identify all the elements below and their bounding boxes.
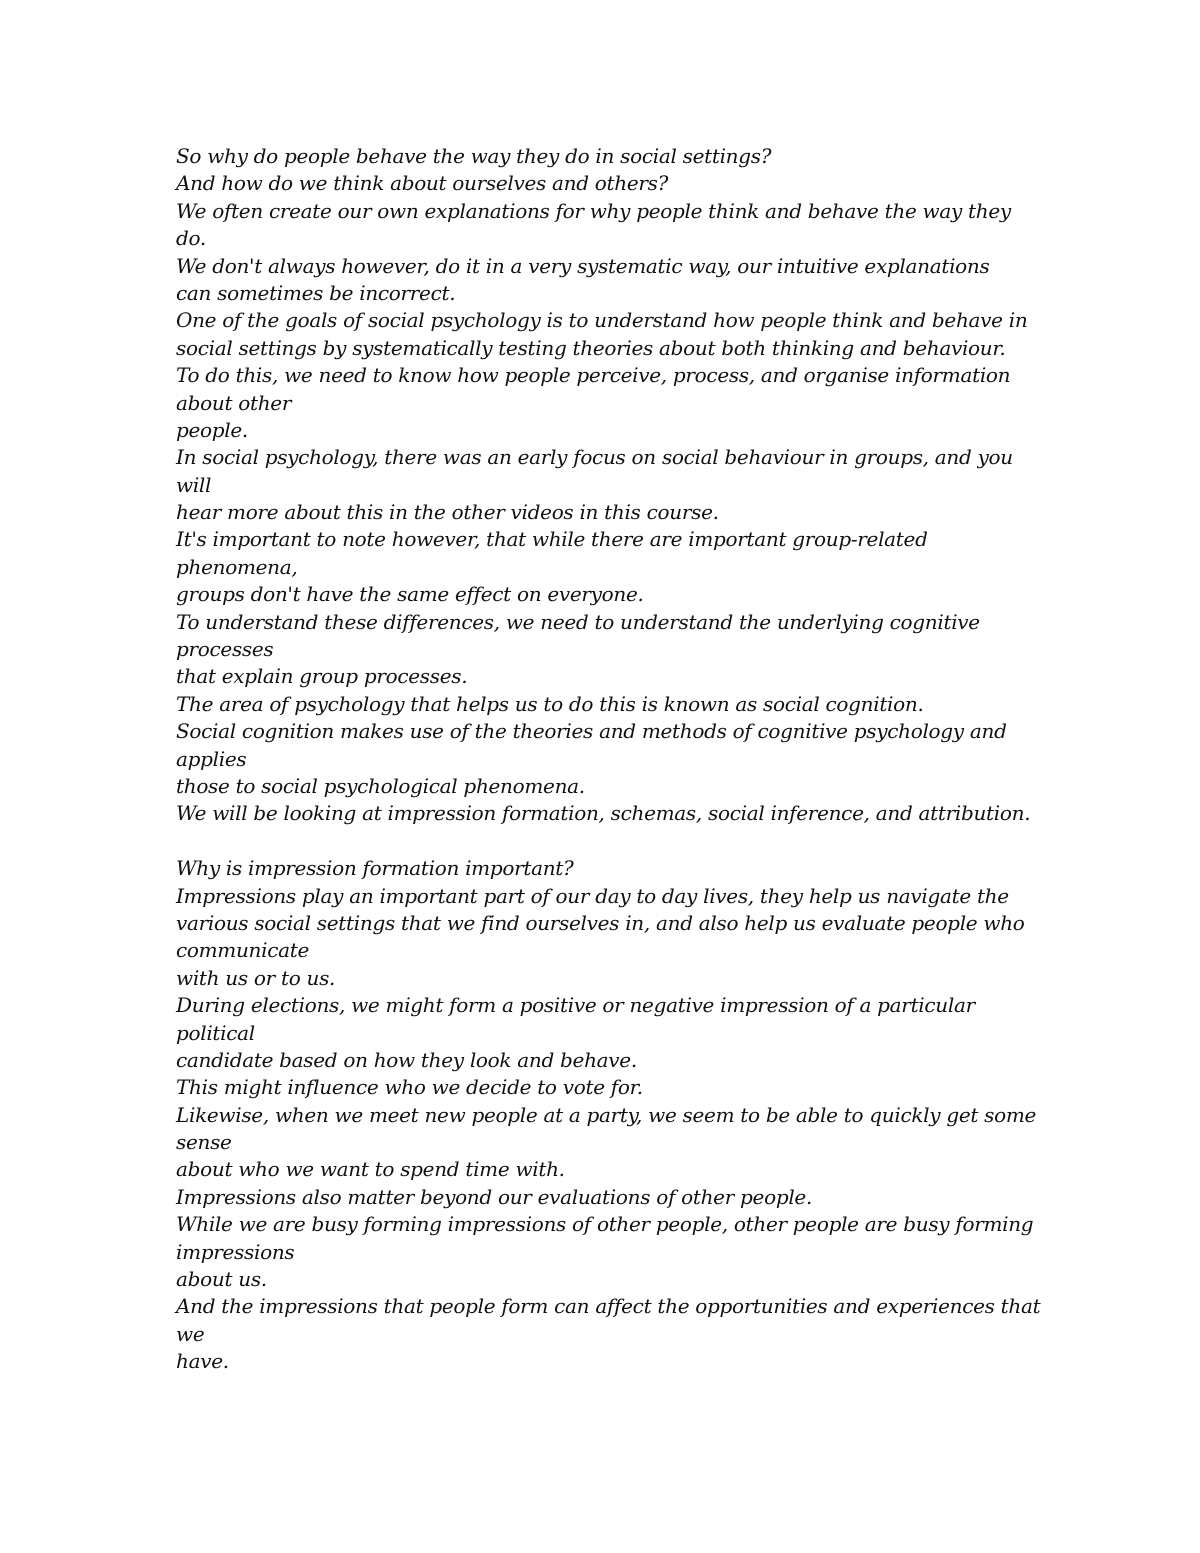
text-line: about other: [176, 390, 292, 415]
text-line: groups don't have the same effect on everyone.: [176, 582, 644, 607]
text-line: To do this, we need to know how people perceive, process, and organise information: [176, 363, 1011, 388]
text-line: impressions: [176, 1239, 295, 1264]
text-line: will: [176, 472, 212, 497]
transcript-text: [176, 143, 1041, 1376]
text-line: that explain group processes.: [176, 664, 468, 689]
text-line: This might influence who we decide to vote for.: [176, 1075, 643, 1100]
text-line: various social settings that we find ourselves in, and also help us evaluate people who: [176, 910, 1025, 935]
text-line: Impressions also matter beyond our evaluations of other people.: [176, 1184, 813, 1209]
text-line: sense: [176, 1130, 232, 1155]
text-line: social settings by systematically testing theories about both thinking and behaviour.: [176, 335, 1006, 360]
text-line: We will be looking at impression formation, schemas, social inference, and attribution.: [176, 801, 1031, 826]
section-heading-line: Why is impression formation important?: [176, 856, 574, 881]
text-line: So why do people behave the way they do in social settings?: [176, 144, 772, 168]
text-line: Likewise, when we meet new people at a party, we seem to be able to quickly get some: [176, 1102, 1037, 1127]
text-line: We often create our own explanations for why people think and behave the way they: [176, 198, 1011, 223]
text-line: Impressions play an important part of our day to day lives, they help us navigate the: [176, 883, 1009, 908]
text-line: hear more about this in the other videos in this course.: [176, 500, 719, 525]
text-line: It's important to note however, that while there are important group-related: [176, 527, 928, 552]
text-line: And the impressions that people form can affect the opportunities and experiences that: [176, 1294, 1041, 1319]
text-line: In social psychology, there was an early focus on social behaviour in groups, and you: [176, 445, 1013, 470]
text-line: do.: [176, 226, 206, 251]
text-line: While we are busy forming impressions of other people, other people are busy forming: [176, 1212, 1034, 1237]
text-line: One of the goals of social psychology is to understand how people think and behave in: [176, 308, 1028, 333]
text-line: political: [176, 1020, 255, 1045]
text-line: During elections, we might form a positive or negative impression of a particular: [176, 993, 975, 1018]
text-line: we: [176, 1321, 205, 1346]
paragraph-break: [176, 828, 1036, 855]
text-line: phenomena,: [176, 554, 298, 579]
text-line: people.: [176, 417, 248, 442]
text-line: processes: [176, 637, 274, 662]
text-line: candidate based on how they look and behave.: [176, 1047, 637, 1072]
text-line: about us.: [176, 1267, 267, 1292]
text-line: can sometimes be incorrect.: [176, 280, 456, 305]
text-line: applies: [176, 746, 247, 771]
text-line: have.: [176, 1349, 229, 1374]
text-line: those to social psychological phenomena.: [176, 773, 585, 798]
text-line: Social cognition makes use of the theories and methods of cognitive psychology and: [176, 719, 1007, 744]
text-line: To understand these differences, we need to understand the underlying cognitive: [176, 609, 980, 634]
text-line: And how do we think about ourselves and others?: [176, 171, 669, 196]
text-line: We don't always however, do it in a very systematic way, our intuitive explanations: [176, 253, 990, 278]
text-line: communicate: [176, 938, 310, 963]
text-line: with us or to us.: [176, 965, 336, 990]
text-line: about who we want to spend time with.: [176, 1157, 565, 1182]
text-line: The area of psychology that helps us to do this is known as social cognition.: [176, 691, 924, 716]
